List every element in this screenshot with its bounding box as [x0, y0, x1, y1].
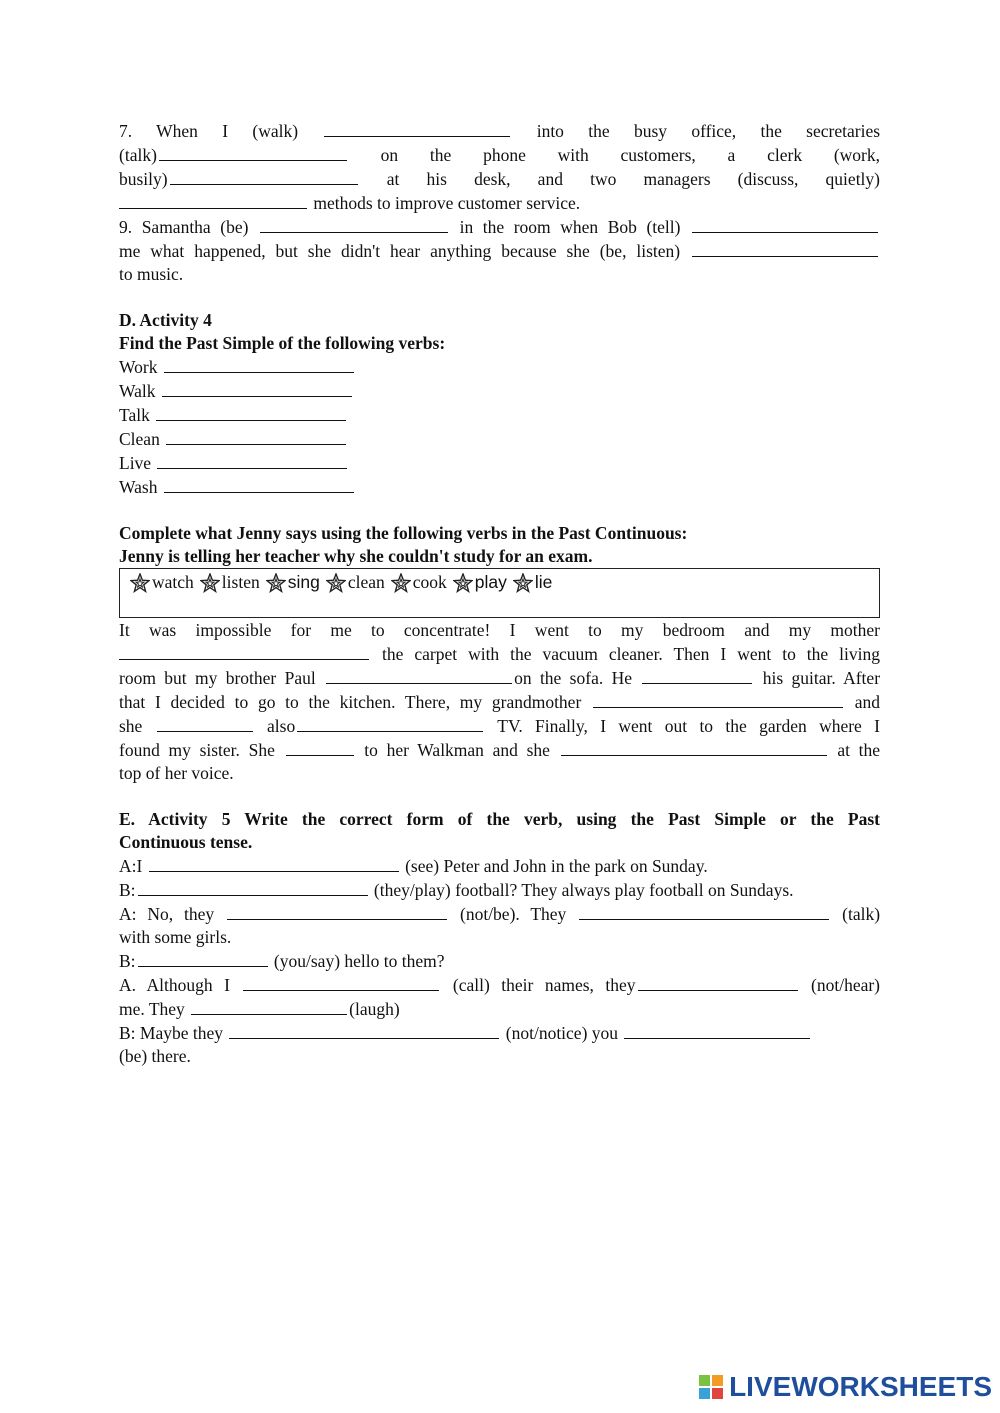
q9-line-1: 9. Samantha (be) in the room when Bob (tell) — [119, 215, 880, 239]
dialogue-line: A: No, they (not/be). They (talk) — [119, 904, 881, 924]
dialogue-line: with some girls. — [119, 927, 232, 947]
verb-item: Talk — [119, 403, 880, 427]
dialogue-line: A. Although I (call) their names, they (not/hear) — [119, 975, 881, 995]
q7-line-3: busily) at his desk, and two managers (discuss, quietly) — [119, 169, 880, 189]
star-icon — [326, 573, 346, 593]
section-e-title: E. Activity 5 Write the correct form of the verb, using the Past Simple or the Past — [119, 809, 880, 829]
section-d-instruction: Find the Past Simple of the following verbs: — [119, 333, 446, 353]
logo-text: LIVEWORKSHEETS — [729, 1371, 992, 1402]
verb-item: Work — [119, 355, 880, 379]
dialogue-line: B: Maybe they (not/notice) you — [119, 1021, 880, 1045]
answer-blank[interactable] — [260, 215, 448, 233]
answer-blank[interactable] — [561, 738, 827, 756]
worksheet-page — [119, 119, 880, 1068]
verb-item: Clean — [119, 427, 880, 451]
jenny-para-line-4: that I decided to go to the kitchen. There, my grandmother and — [119, 692, 881, 712]
verb-item: Live — [119, 451, 880, 475]
dialogue-line: B: (they/play) football? They always play football on Sundays. — [119, 880, 794, 900]
answer-blank[interactable] — [119, 191, 307, 209]
section-e-title-2: Continuous tense. — [119, 832, 253, 852]
q7-line-1: 7. When I (walk) into the busy office, the secretaries — [119, 121, 881, 141]
answer-blank[interactable] — [227, 902, 447, 920]
jenny-instruction-2: Jenny is telling her teacher why she couldn't study for an exam. — [119, 546, 593, 566]
answer-blank[interactable] — [593, 690, 843, 708]
word-box-item: sing — [266, 572, 320, 593]
answer-blank[interactable] — [164, 355, 354, 373]
jenny-para-line-2: the carpet with the vacuum cleaner. Then I went to the living — [119, 642, 880, 666]
answer-blank[interactable] — [138, 878, 368, 896]
jenny-para-line-1: It was impossible for me to concentrate! I went to my bedroom and my mother — [119, 620, 880, 640]
answer-blank[interactable] — [164, 475, 354, 493]
answer-blank[interactable] — [191, 997, 347, 1015]
answer-blank[interactable] — [692, 215, 878, 233]
word-box-item: cook — [391, 572, 447, 593]
answer-blank[interactable] — [138, 949, 268, 967]
star-icon — [391, 573, 411, 593]
logo-mark-icon — [699, 1375, 723, 1399]
answer-blank[interactable] — [119, 642, 369, 660]
liveworksheets-logo — [699, 1371, 992, 1403]
star-icon — [200, 573, 220, 593]
answer-blank[interactable] — [624, 1021, 810, 1039]
answer-blank[interactable] — [326, 666, 512, 684]
jenny-para-line-6: found my sister. She to her Walkman and she at the — [119, 740, 881, 760]
q7-line-2: (talk) on the phone with customers, a clerk (work, — [119, 145, 880, 165]
answer-blank[interactable] — [162, 379, 352, 397]
word-box-item: lie — [513, 572, 553, 593]
answer-blank[interactable] — [157, 451, 347, 469]
q9-line-2: me what happened, but she didn't hear anything because she (be, listen) — [119, 239, 880, 263]
q7-line-4: methods to improve customer service. — [119, 191, 880, 215]
dialogue-line: B: (you/say) hello to them? — [119, 951, 445, 971]
answer-blank[interactable] — [692, 239, 878, 257]
dialogue-line: A:I (see) Peter and John in the park on Sunday. — [119, 856, 708, 876]
dialogue-line: me. They (laugh) — [119, 999, 400, 1019]
section-d-title: D. Activity 4 — [119, 310, 212, 330]
answer-blank[interactable] — [297, 714, 483, 732]
answer-blank[interactable] — [638, 973, 798, 991]
word-box-item: clean — [326, 572, 385, 593]
answer-blank[interactable] — [159, 143, 347, 161]
jenny-para-line-3: room but my brother Paul on the sofa. He his guitar. After — [119, 668, 881, 688]
answer-blank[interactable] — [229, 1021, 499, 1039]
answer-blank[interactable] — [243, 973, 439, 991]
verb-item: Wash — [119, 475, 880, 499]
answer-blank[interactable] — [156, 403, 346, 421]
word-box-item: watch — [130, 572, 194, 593]
answer-blank[interactable] — [324, 119, 510, 137]
word-box-item: listen — [200, 572, 260, 593]
jenny-para-line-5: she also TV. Finally, I went out to the garden where I — [119, 716, 880, 736]
answer-blank[interactable] — [170, 167, 358, 185]
answer-blank[interactable] — [149, 854, 399, 872]
answer-blank[interactable] — [286, 738, 354, 756]
verb-item: Walk — [119, 379, 880, 403]
jenny-instruction-1: Complete what Jenny says using the following verbs in the Past Continuous: — [119, 523, 688, 543]
word-box — [119, 568, 880, 618]
star-icon — [453, 573, 473, 593]
star-icon — [130, 573, 150, 593]
word-box-item: play — [453, 572, 507, 593]
answer-blank[interactable] — [157, 714, 253, 732]
answer-blank[interactable] — [166, 427, 346, 445]
answer-blank[interactable] — [579, 902, 829, 920]
verb-list — [119, 355, 880, 499]
q9-line-3: to music. — [119, 264, 184, 284]
star-icon — [513, 573, 533, 593]
answer-blank[interactable] — [642, 666, 752, 684]
dialogue-line: (be) there. — [119, 1046, 191, 1066]
star-icon — [266, 573, 286, 593]
jenny-para-line-7: top of her voice. — [119, 763, 234, 783]
